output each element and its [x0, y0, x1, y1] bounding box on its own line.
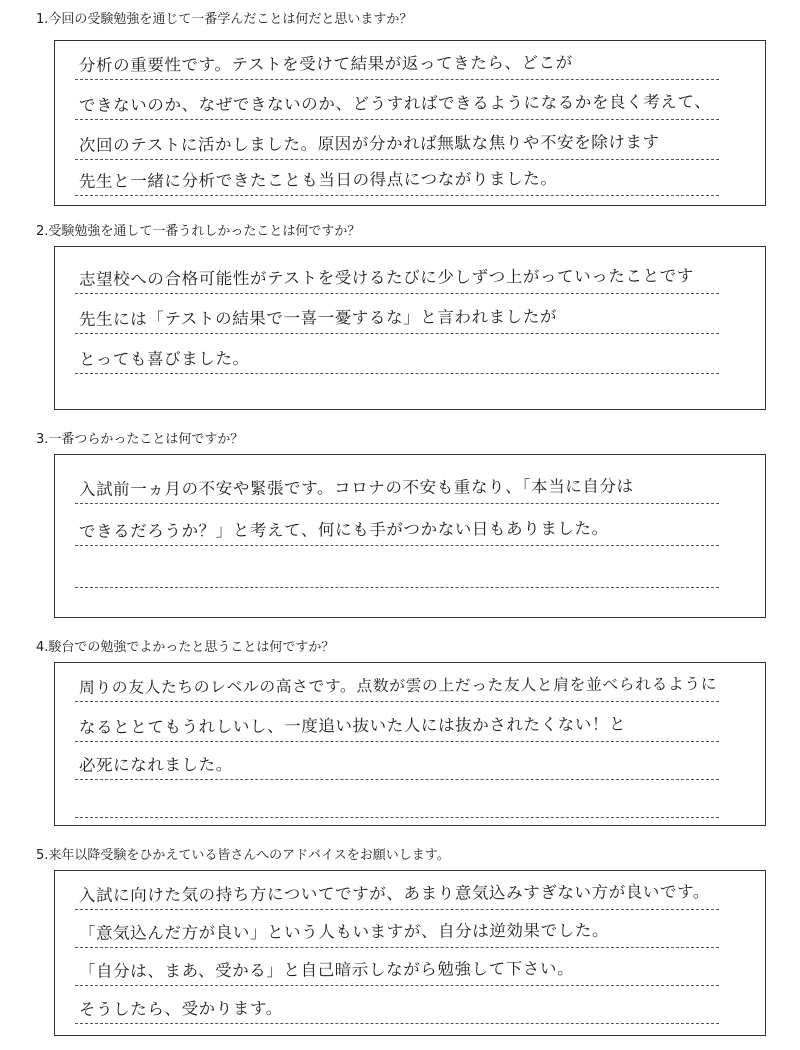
answer-box-1	[54, 40, 766, 206]
question-5-label: 5.来年以降受験をひかえている皆さんへのアドバイスをお願いします。	[36, 848, 450, 863]
answer-line	[75, 987, 719, 1024]
answer-line	[75, 43, 719, 80]
answer-text: 次回のテストに活かしました。原因が分かれば無駄な焦りや不安を除けます	[78, 132, 660, 156]
answer-line	[75, 467, 719, 504]
answer-line	[75, 665, 719, 702]
answer-line	[75, 705, 719, 742]
answer-line	[75, 123, 719, 160]
answer-text: なるととてもうれしいし、一度追い抜いた人には抜かされたくない！と	[78, 714, 627, 737]
question-4-label: 4.駿台での勉強でよかったと思うことは何ですか？	[36, 640, 335, 655]
question-2-label: 2.受験勉強を通して一番うれしかったことは何ですか？	[36, 224, 361, 239]
answer-text: できるだろうか？」と考えて、何にも手がつかない日もありました。	[78, 518, 609, 541]
answer-text: 先生と一緒に分析できたことも当日の得点につながりました。	[78, 169, 558, 192]
answer-text: 「意気込んだ方が良い」という人もいますが、自分は逆効果でした。	[78, 920, 610, 943]
answer-line	[75, 873, 719, 910]
answer-line	[75, 551, 719, 588]
answer-text: 必死になれました。	[78, 755, 233, 775]
answer-text: 入試に向けた気の持ち方についてですが、あまり意気込みすぎない方が良いです。	[78, 882, 711, 905]
answer-box-4	[54, 662, 766, 826]
answer-line	[75, 509, 719, 546]
answer-line	[75, 743, 719, 780]
answer-line	[75, 159, 719, 196]
answer-line	[75, 911, 719, 948]
answer-box-3	[54, 454, 766, 618]
answer-line	[75, 781, 719, 818]
answer-box-5	[54, 870, 766, 1036]
answer-text: とっても喜びました。	[78, 348, 250, 370]
answer-text: 志望校への合格可能性がテストを受けるたびに少しずつ上がっていったことです	[78, 266, 694, 290]
question-3-label: 3.一番つらかったことは何ですか？	[36, 432, 244, 447]
answer-line	[75, 337, 719, 374]
answer-text: 「自分は、まあ、受かる」と自己暗示しながら勉強して下さい。	[78, 958, 575, 981]
answer-line	[75, 297, 719, 334]
answer-line	[75, 83, 719, 120]
answer-text: 先生には「テストの結果で一喜一憂するな」と言われましたが	[78, 307, 558, 330]
answer-text: できないのか、なぜできないのか、どうすればできるようになるかを良く考えて、	[78, 92, 712, 116]
answer-line	[75, 257, 719, 294]
answer-text: 周りの友人たちのレベルの高さです。点数が雲の上だった友人と肩を並べられるように	[78, 674, 718, 697]
answer-line	[75, 949, 719, 986]
answer-box-2	[54, 246, 766, 410]
answer-text: 入試前一ヵ月の不安や緊張です。コロナの不安も重なり、「本当に自分は	[78, 476, 634, 500]
question-1-label: 1.今回の受験勉強を通じて一番学んだことは何だと思いますか？	[36, 12, 413, 27]
answer-text: 分析の重要性です。テストを受けて結果が返ってきたら、どこが	[78, 52, 573, 76]
answer-text: そうしたら、受かります。	[78, 998, 283, 1019]
